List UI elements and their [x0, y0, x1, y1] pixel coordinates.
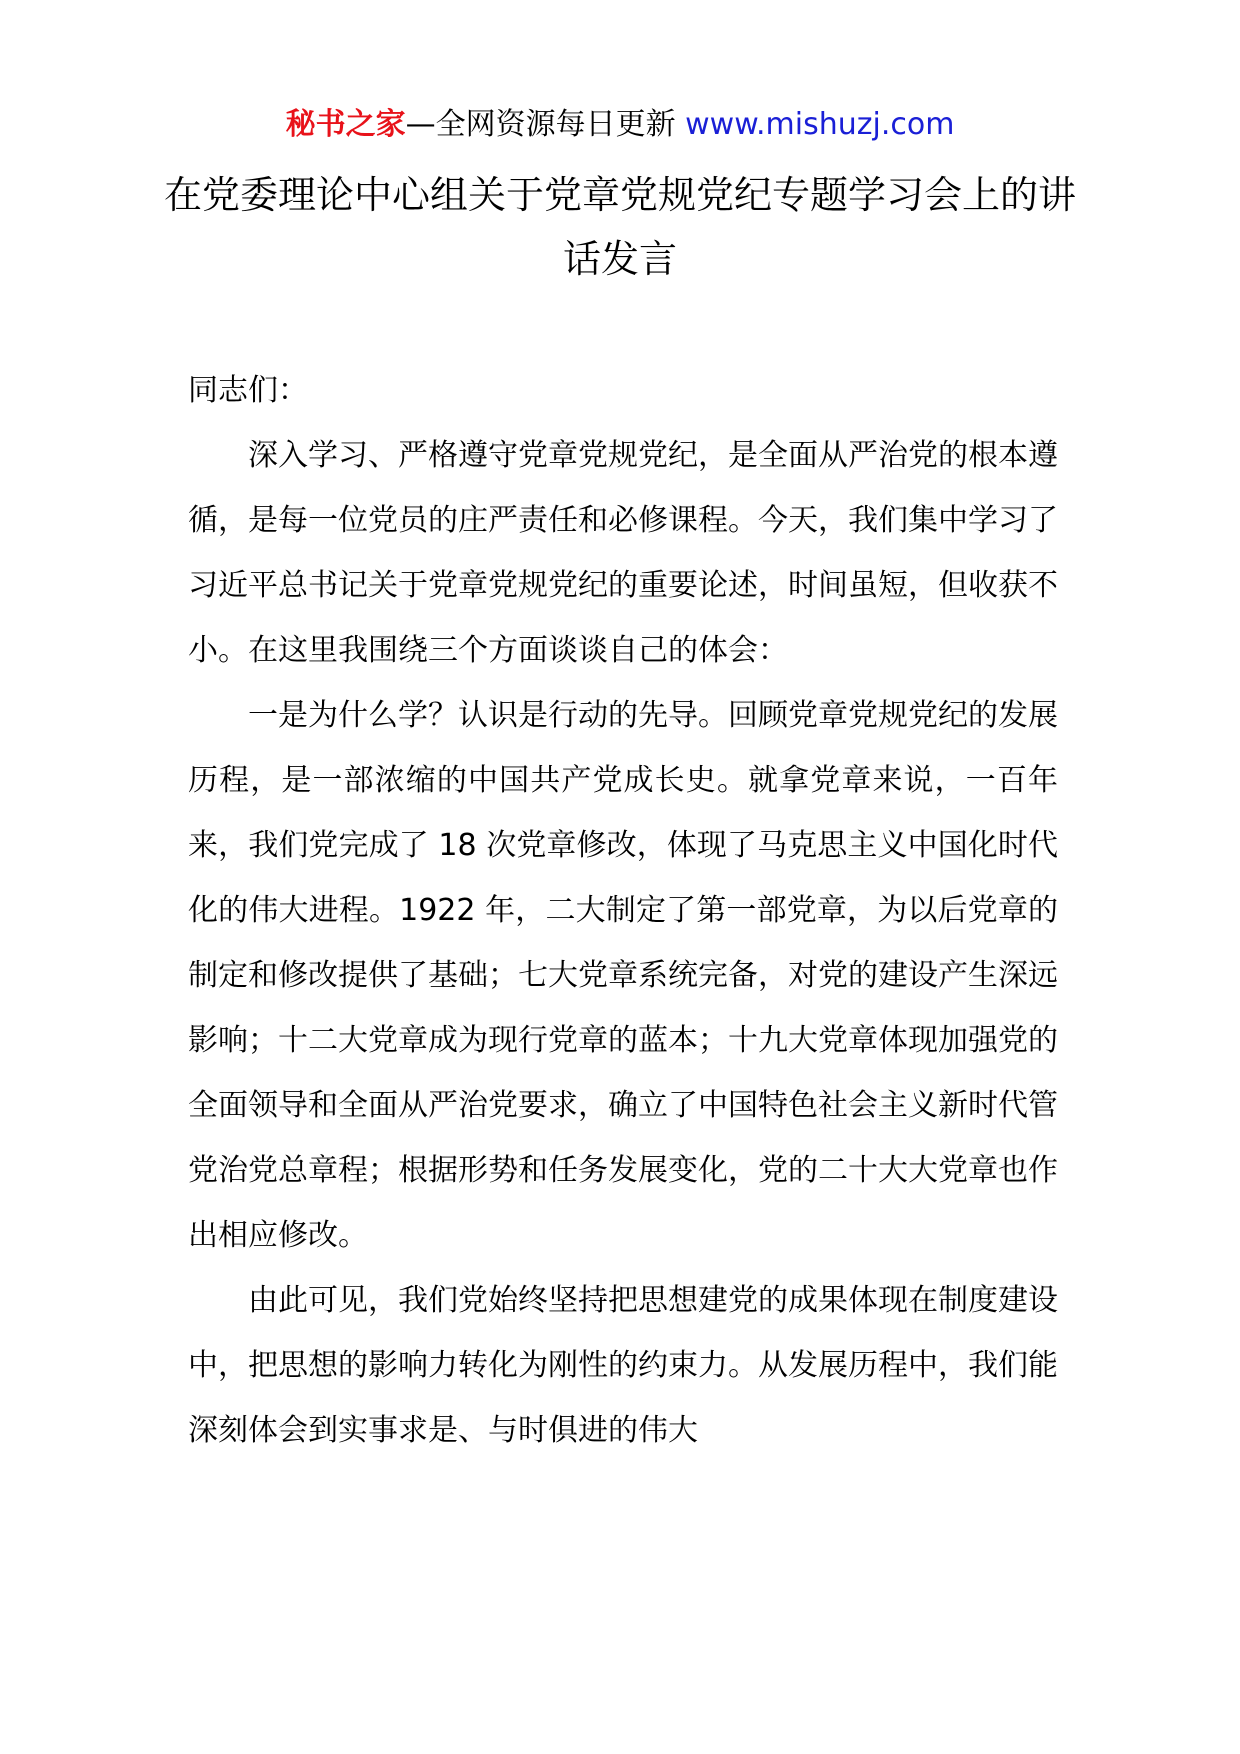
paragraph-3: 由此可见，我们党始终坚持把思想建党的成果体现在制度建设中，把思想的影响力转化为刚性的约束力。从发展历程中，我们能深刻体会到实事求是、与时俱进的伟大 [188, 1283, 1058, 1448]
salutation: 同志们： [188, 373, 308, 408]
paragraph-2: 一是为什么学？认识是行动的先导。回顾党章党规党纪的发展历程，是一部浓缩的中国共产党成长史。就拿党章来说，一百年来，我们党完成了 18 次党章修改，体现了马克思主义中国化时代化的伟大进程。1922 年，二大制定了第一部党章，为以后党章的制定和修改提供了基础；七大党章系统完备，对党的建设产生深远影响；十二大党章成为现行党章的蓝本；十九大党章体现加强党的全面领导和全面从严治党要求，确立了中国特色社会主义新时代管党治党总章程；根据形势和任务发展变化，党的二十大大党章也作出相应修改。 [188, 698, 1058, 1253]
site-header [0, 103, 1240, 147]
paragraph-1: 深入学习、严格遵守党章党规党纪，是全面从严治党的根本遵循，是每一位党员的庄严责任和必修课程。今天，我们集中学习了习近平总书记关于党章党规党纪的重要论述，时间虽短，但收获不小。在这里我围绕三个方面谈谈自己的体会： [188, 438, 1058, 668]
document-body [188, 358, 1058, 1463]
site-brand: 秘书之家 [285, 107, 406, 142]
document-title: 在党委理论中心组关于党章党规党纪专题学习会上的讲话发言 [163, 173, 1076, 281]
site-url-link[interactable]: www.mishuzj.com [685, 107, 955, 142]
site-tagline: —全网资源每日更新 [405, 107, 686, 142]
